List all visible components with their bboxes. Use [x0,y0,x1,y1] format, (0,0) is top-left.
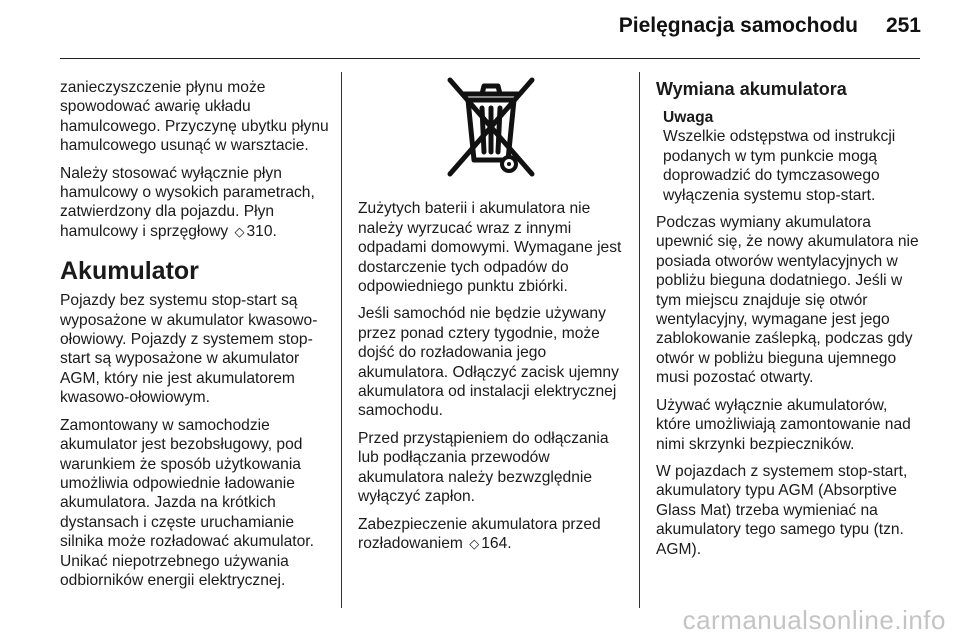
watermark: carmanualsonline.info [682,605,946,635]
brake-fluid-spec-text: Należy stosować wyłącznie płyn hamulcowy o wysokich parametrach, zatwierdzony dla pojazdu. Płyn hamulcowy i sprzęgłowy [60,164,315,240]
paragraph-discharge-protection [358,515,626,554]
crossed-out-wheelie-bin-icon [432,74,550,184]
paragraph-brake-fluid-spec [60,164,330,242]
note-box [656,108,924,205]
page-ref-arrow-icon: ◇ [469,535,480,551]
note-text: Wszelkie odstępstwa od instrukcji podanych w tym punkcie mogą doprowadzić do tymczasowego wyłączenia systemu stop-start. [663,128,896,204]
column-left [60,78,330,598]
paragraph-long-storage: Jeśli samochód nie będzie używany przez ponad cztery tygodnie, może dojść do rozładowania jego akumulatora. Odłączyć zacisk ujemny akumulatora od instalacji elektrycznej samochodu. [358,305,619,420]
page-ref-arrow-icon: ◇ [234,223,245,239]
column-right [656,78,924,567]
paragraph-ignition-off: Przed przystąpieniem do odłączania lub podłączania przewodów akumulatora należy bezwzględnie wyłączyć zapłon. [358,429,609,506]
paragraph-battery-disposal: Zużytych baterii i akumulatora nie należy wyrzucać wraz z innymi odpadami domowymi. Wymagane jest dostarczenie tych odpadów do odpowiedniego punktu zbiórki. [358,200,622,296]
column-divider-right [639,72,640,608]
paragraph-vent-holes: Podczas wymiany akumulatora upewnić się, że nowy akumulatora nie posiada otworów wentylacyjnych w pobliżu bieguna dodatniego. Jeśli w tym miejscu znajduje się otwór wentylacyjny, wymagane jest jego zablokowanie zaślepką, podczas gdy otwór w pobliżu bieguna ujemnego musi pozostać otwarty. [656,214,919,387]
note-title: Uwaga [663,109,714,126]
paragraph-battery-types: Pojazdy bez systemu stop-start są wyposażone w akumulator kwasowo-ołowiowy. Pojazdy z systemem stop-start są wyposażone w akumulator AGM, który nie jest akumulatorem kwasowo-ołowiowym. [60,292,318,407]
page-ref-310[interactable]: 310. [246,222,277,240]
header-rule [60,58,920,59]
paragraph-fuse-box: Używać wyłącznie akumulatorów, które umożliwiają zamontowanie nad nimi skrzynki bezpieczników. [656,396,911,453]
column-middle [358,78,626,561]
page-header-title: Pielęgnacja samochodu [618,14,858,37]
paragraph-agm-replacement: W pojazdach z systemem stop-start, akumulatory typu AGM (Absorptive Glass Mat) trzeba wymieniać na akumulatory tego samego typu (tzn. AGM). [656,462,908,558]
page-ref-164[interactable]: 164. [481,534,512,552]
recycling-symbol [358,74,623,189]
column-divider-left [341,72,342,608]
paragraph-brake-fluid-warning: zanieczyszczenie płynu może spowodować awarię układu hamulcowego. Przyczynę ubytku płynu hamulcowego usunąć w warsztacie. [60,79,329,155]
paragraph-battery-maintenance: Zamontowany w samochodzie akumulator jest bezobsługowy, pod warunkiem że sposób użytkowania umożliwia odpowiednie ładowanie akumulatora. Jazda na krótkich dystansach i częste uruchamianie silnika może rozładować akumulator. Unikać niepotrzebnego używania odbiorników energii elektrycznej. [60,416,314,589]
page-number: 251 [885,14,921,37]
section-heading-akumulator: Akumulator [60,257,199,286]
discharge-protection-text: Zabezpieczenie akumulatora przed rozładowaniem [358,515,601,552]
subheading-battery-replacement: Wymiana akumulatora [656,79,847,99]
